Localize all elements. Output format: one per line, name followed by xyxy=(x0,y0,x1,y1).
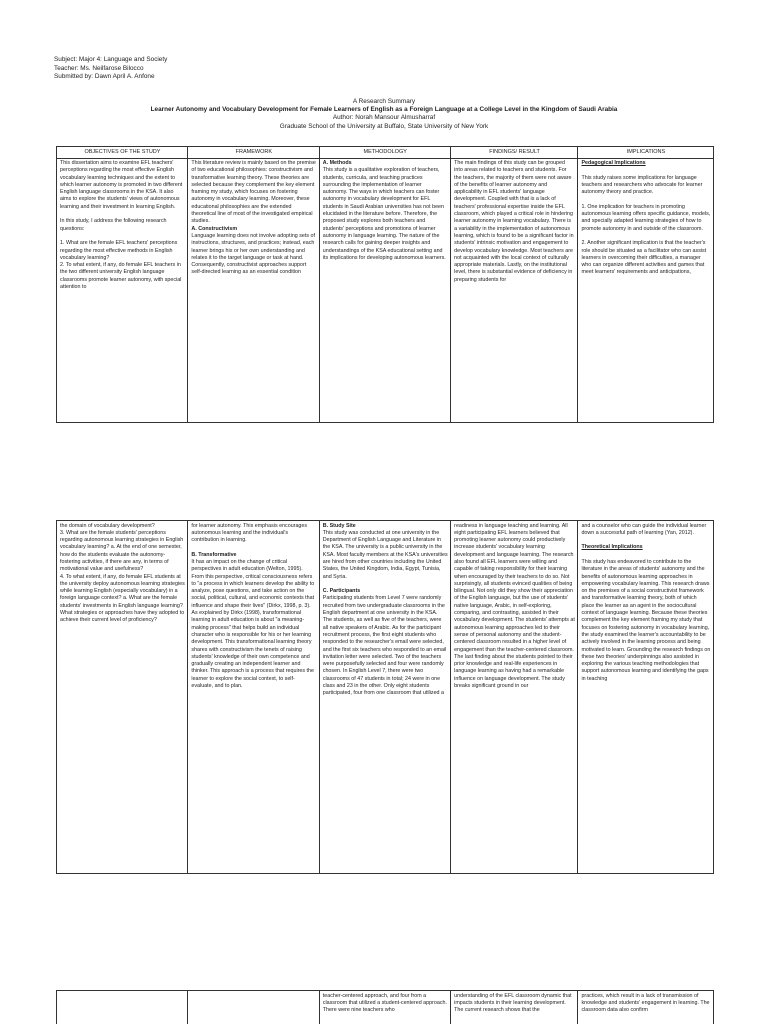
methodology-cell xyxy=(319,991,450,1024)
title-block xyxy=(0,98,768,131)
framework-cell xyxy=(188,158,319,423)
author-line: Author: Norah Mansour Almusharraf xyxy=(332,114,436,122)
teacher-line: Teacher: Ms. Neilfarose Bilocco xyxy=(54,64,144,72)
study-site-text: This study was conducted at one university in the Department of English Language and Literature in the KSA. The university is a public university in the KSA. Most faculty members at the KSA's universities are hired from other countries including the United States, the United Kingdom, India, Egypt, Tunisia, and Syria. xyxy=(322,529,450,580)
constructivism-heading: A. Constructivism xyxy=(191,225,238,232)
findings-cell xyxy=(451,521,578,874)
submitted-by-line: Submitted by: Dawn April A. Anfone xyxy=(54,73,155,81)
summary-label: A Research Summary xyxy=(352,98,416,105)
document-header xyxy=(54,56,167,82)
findings-cell xyxy=(451,158,578,423)
table-row xyxy=(57,521,714,874)
implications-cell xyxy=(578,991,714,1024)
transformative-heading: B. Transformative xyxy=(191,551,237,558)
implications-text: This study raises some implications for language teachers and researchers who advocate for learner autonomy theory and practice. 1. One implication for teachers in promoting autonomous learning offers specific guidance, models, and specially adapted learning strategies of how to promote autonomy in and outside of the classroom. 2. Another significant implication is that the teacher's role should be situated as a facilitator who can assist learners in overcoming their difficulties, a manager who can organize different activities and games that meet learners' requirements and anticipations, xyxy=(581,174,711,276)
implications-cell xyxy=(578,158,714,423)
methodology-cell xyxy=(319,521,450,874)
objectives-cell xyxy=(57,521,188,874)
findings-text: The main findings of this study can be grouped into areas related to teachers and students. For the teachers, the majority of them were not aware of the benefits of learner autonomy and applicability in EFL students' language development. Coupled with that is a lack of teachers' professional expertise inside the EFL classroom, which played a critical role in hindering learner autonomy in learning vocabulary. There is a variability in the implementation of autonomous learning, which is found to be a significant factor in students' intrinsic motivation and engagement to develop vocabulary knowledge. Most teachers are not acquainted with the local context of culturally appropriate materials. Lastly, on the institutional level, there is substantial evidence of deficiency in preparing students for xyxy=(454,160,576,283)
findings-text: readiness in language teaching and learning. All eight participating EFL learners believed that promoting learner autonomy could productively increase students' vocabulary learning development and language learning. The research also found all EFL learners were willing and capable of taking responsibility for their learning when encouraged by their teachers to do so. Not surprisingly, all students evinced qualities of being bilingual. Not only did they show their appreciation of the English language, but the use of students' native language, Arabic, in self-exploring, comparing, and contrasting, assisted in their vocabulary development. The students' attempts at autonomous learning approaches led to their sense of personal autonomy and the student-centered classroom resulted in a higher level of engagement than the teacher-centered classroom. The last finding about the students pointed to their prior knowledge and real-life experiences in language learning as having had a remarkable influence on language development. The study breaks significant ground in our xyxy=(454,522,577,690)
objectives-cell xyxy=(57,991,188,1024)
summary-table-page-1 xyxy=(56,146,714,423)
column-header-framework: FRAMEWORK xyxy=(188,147,319,159)
document-page-1 xyxy=(0,0,768,490)
summary-table-page-3 xyxy=(56,990,714,1024)
table-row xyxy=(57,158,714,423)
implications-text: and a counselor who can guide the individual learner down a successful path of learning (Yan, 2012). xyxy=(581,522,708,536)
methods-heading: A. Methods xyxy=(322,160,352,166)
constructivism-text: Language learning does not involve adopting sets of instructions, structures, and practices; instead, each learner brings his or her own understanding and relates it to the target language or task at hand. Consequently, constructivist approaches support self-directed learning as an essential condition xyxy=(191,232,317,276)
methods-text: This study is a qualitative exploration of teachers, students, curricula, and teaching practices surrounding the implementation of learner autonomy. The ways in which teachers can foster autonomy in vocabulary development for EFL students in Saudi Arabian universities has not been elucidated in the literature before. Therefore, the proposed study explores both teachers and students' perceptions and promotions of learner autonomy in language learning. The nature of the research calls for gaining deeper insights and understandings of the KSA educational setting and its implications for developing autonomous learners. xyxy=(322,167,446,261)
framework-cell xyxy=(188,991,319,1024)
objectives-text: This dissertation aims to examine EFL teachers' perceptions regarding the most effective English vocabulary learning techniques and the extent to which learner autonomy is promoted in two different English language classrooms in the KSA. It also aims to explore the students' views of autonomous learning and their investment in learning English. In this study, I address the following research questions: 1. What are the female EFL teachers' perceptions regarding the most effective methods in English vocabulary learning? 2. To what extent, if any, do female EFL teachers in the two different university English language classrooms promote learner autonomy, with special attention to xyxy=(60,160,183,291)
framework-cell xyxy=(188,521,319,874)
affiliation-line: Graduate School of the University at Buffalo, State University of New York xyxy=(279,122,489,130)
participants-text: Participating students from Level 7 were randomly recruited from two undergraduate classrooms in the English department at one university in the KSA. The students, as well as five of the teachers, were all native speakers of Arabic. As for the participant recruitment process, the first eight students who responded to the researcher's email were selected, and the first six teachers who responded to an email invitation letter were selected. Two of the teachers were purposefully selected and four were randomly chosen. In English Level 7, there were two classrooms of 47 students in total; 24 were in one class and 23 in the other. Only eight students participated, four from one classroom that utilized a xyxy=(322,595,448,697)
pedagogical-implications-heading: Pedagogical Implications xyxy=(581,160,646,166)
objectives-cell xyxy=(57,158,188,423)
study-site-heading: B. Study Site xyxy=(322,522,356,529)
framework-text: for learner autonomy. This emphasis encourages autonomous learning and the individual's contribution in learning. xyxy=(191,522,309,544)
summary-table-page-2 xyxy=(56,520,714,874)
table-row xyxy=(57,991,714,1024)
theoretical-implications-text: This study has endeavored to contribute to the literature in the areas of students' autonomy and the benefits of autonomous learning approaches in empowering vocabulary learning. This research draws on the premises of a social constructivist framework and transformative learning theory, both of which place the learner as an agent in the sociocultural context of language learning. Because these theories complement the key element framing my study that focuses on fostering autonomy in vocabulary learning, the study examined the learner's accountability to be actively involved in the learning process and being motivated to learn. Grounding the research findings on these two theories' underpinnings also assisted in exploring the various teaching methodologies that support autonomous learning and identifying the gaps in teaching xyxy=(581,558,712,682)
subject-line: Subject: Major 4: Language and Society xyxy=(54,56,168,63)
column-header-implications: IMPLICATIONS xyxy=(578,147,714,159)
framework-text: This literature review is mainly based on the premise of two educational philosophies: constructivism and transformative learning theory. These theories are selected because they complement the key element framing my study, which focuses on fostering autonomy in vocabulary learning. Moreover, these educational philosophies are the extended theoretical line of most of the investigated empirical studies. xyxy=(191,160,318,225)
participants-heading: C. Participants xyxy=(322,588,361,595)
column-header-methodology: METHODOLOGY xyxy=(319,147,450,159)
transformative-text: It has an impact on the change of critical perspectives in adult education (Welton, 1995). From this perspective, critical consciousness refers to "a process in which learners develop the ability to analyze, pose questions, and take action on the social, political, cultural, and economic contexts that influence and shape their lives" (Dirkx, 1998, p. 3). As explained by Dirkx (1998), transformational learning in adult education is about "a meaning-making process" that helps build an individual character who is responsible for his or her learning development. This transformational learning theory shares with constructivism the tenets of raising students' knowledge of their own competence and gradually creating an independent learner and thinker. This approach is a process that requires the learner to explore the social context, to self-evaluate, and to plan. xyxy=(191,558,316,690)
findings-cell xyxy=(451,991,578,1024)
implications-cell xyxy=(578,521,714,874)
column-header-findings: FINDINGS/ RESULT xyxy=(451,147,578,159)
table-header-row xyxy=(57,147,714,159)
methodology-cell xyxy=(319,158,450,423)
objectives-text: the domain of vocabulary development? 3. What are the female students' perceptions regarding autonomous learning strategies in English vocabulary learning? a. At the end of one semester, how do the students evaluate the autonomy-fostering activities, if there are any, in terms of motivational value and usefulness? 4. To what extent, if any, do female EFL students at the university deploy autonomous learning strategies while learning English (especially vocabulary) in a foreign language context? a. What are the female students' investments in English language learning? What strategies or approaches have they adopted to achieve their current level of proficiency? xyxy=(60,522,185,624)
findings-text: understanding of the EFL classroom dynamic that impacts students in their learning development. The current research shows that the xyxy=(454,992,574,1014)
paper-title: Learner Autonomy and Vocabulary Development for Female Learners of English as a Foreign Language at a College Level in the Kingdom of Saudi Arabia xyxy=(150,106,618,114)
document-page-3 xyxy=(0,984,768,1024)
document-page-2 xyxy=(0,506,768,976)
implications-text: practices, which result in a lack of transmission of knowledge and students' engagement in learning. The classroom data also confirm xyxy=(581,992,712,1014)
theoretical-implications-heading: Theoretical Implications xyxy=(581,544,643,551)
column-header-objectives: OBJECTIVES OF THE STUDY xyxy=(57,147,188,159)
methodology-text: teacher-centered approach, and four from a classroom that utilized a student-centered approach. There were nine teachers who xyxy=(322,992,449,1014)
